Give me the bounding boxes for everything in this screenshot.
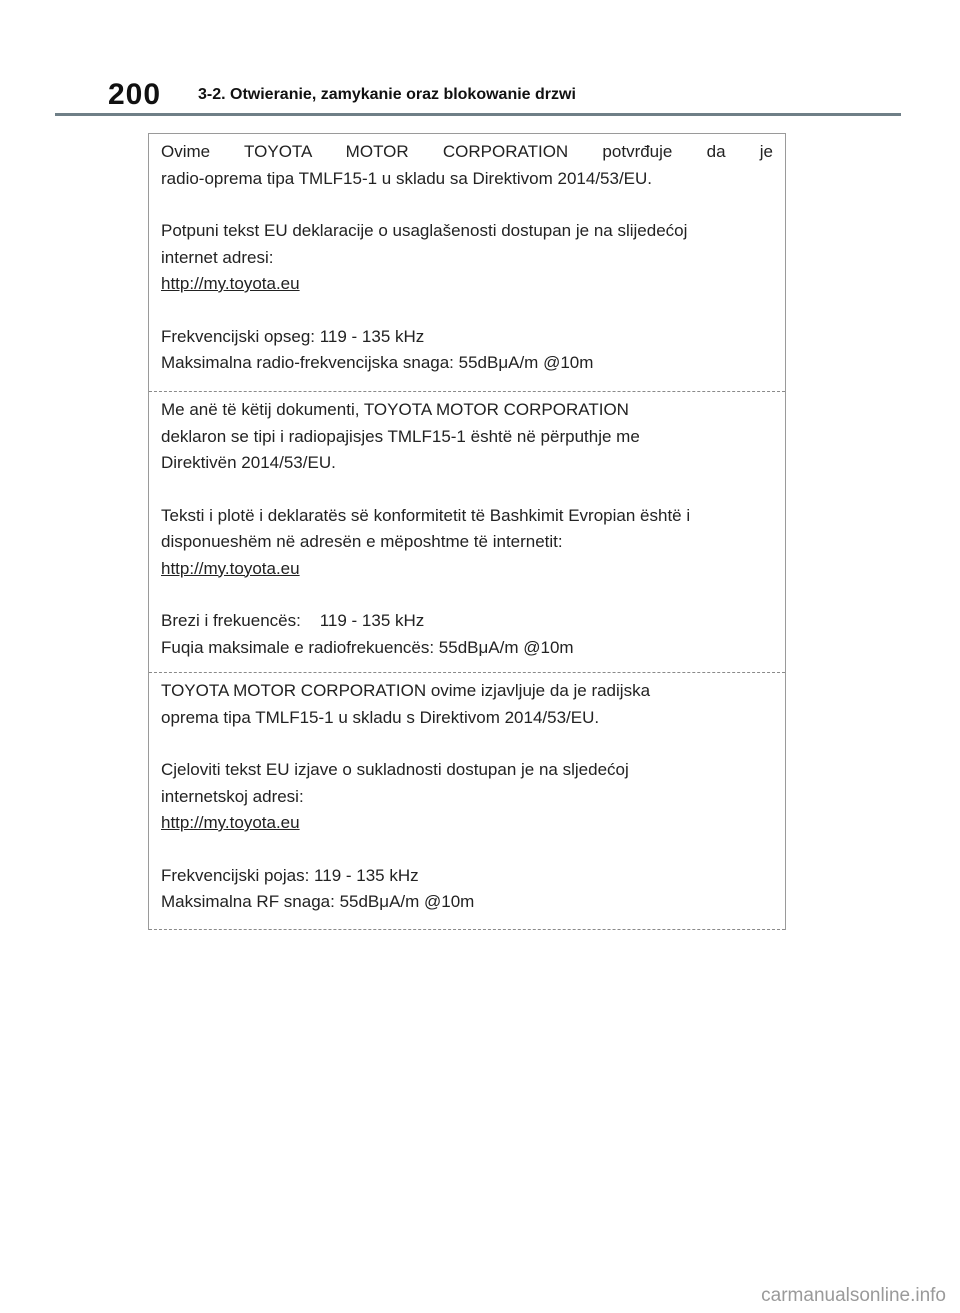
intro-line: Direktivën 2014/53/EU.	[161, 453, 336, 472]
page-header	[108, 78, 576, 112]
text-line: Potpuni tekst EU deklaracije o usaglašenosti dostupan je na slijedećoj	[161, 221, 688, 240]
intro-line: Ovime TOYOTA MOTOR CORPORATION potvrđuje da je	[161, 142, 773, 161]
frequency-range: Frekvencijski opseg: 119 - 135 kHz	[161, 326, 425, 346]
intro-line: radio-oprema tipa TMLF15-1 u skladu sa Direktivom 2014/53/EU.	[161, 168, 653, 188]
declaration-section-bosnian	[149, 134, 785, 392]
declaration-box	[148, 133, 786, 930]
declaration-link[interactable]: http://my.toyota.eu	[161, 558, 300, 578]
intro-line: TOYOTA MOTOR CORPORATION ovime izjavljuje da je radijska	[161, 681, 651, 700]
header-rule	[55, 113, 901, 116]
declaration-link[interactable]: http://my.toyota.eu	[161, 274, 300, 293]
max-power: Fuqia maksimale e radiofrekuencës: 55dBμA/m @10m	[161, 637, 574, 657]
declaration-section-albanian	[149, 392, 785, 673]
max-power: Maksimalna RF snaga: 55dBμA/m @10m	[161, 892, 475, 911]
declaration-link[interactable]: http://my.toyota.eu	[161, 813, 300, 832]
intro-line: deklaron se tipi i radiopajisjes TMLF15-1 është në përputhje me	[161, 426, 640, 446]
frequency-range: Frekvencijski pojas: 119 - 135 kHz	[161, 865, 419, 885]
section-title: 3-2. Otwieranie, zamykanie oraz blokowanie drzwi	[198, 86, 576, 103]
text-line: Cjeloviti tekst EU izjave o sukladnosti dostupan je na sljedećoj	[161, 760, 629, 779]
text-line: internetskoj adresi:	[161, 786, 304, 806]
intro-line: oprema tipa TMLF15-1 u skladu s Direktivom 2014/53/EU.	[161, 707, 600, 727]
text-line: disponueshëm në adresën e mëposhtme të internetit:	[161, 532, 563, 551]
watermark: carmanualsonline.info	[761, 1285, 946, 1306]
declaration-section-croatian	[149, 673, 785, 930]
text-line: internet adresi:	[161, 247, 274, 267]
text-line: Teksti i plotë i deklaratës së konformitetit të Bashkimit Evropian është i	[161, 505, 691, 525]
page-number: 200	[108, 78, 162, 111]
intro-line: Me anë të këtij dokumenti, TOYOTA MOTOR CORPORATION	[161, 400, 629, 419]
frequency-range: Brezi i frekuencës: 119 - 135 kHz	[161, 611, 425, 630]
max-power: Maksimalna radio-frekvencijska snaga: 55dBμA/m @10m	[161, 353, 594, 372]
